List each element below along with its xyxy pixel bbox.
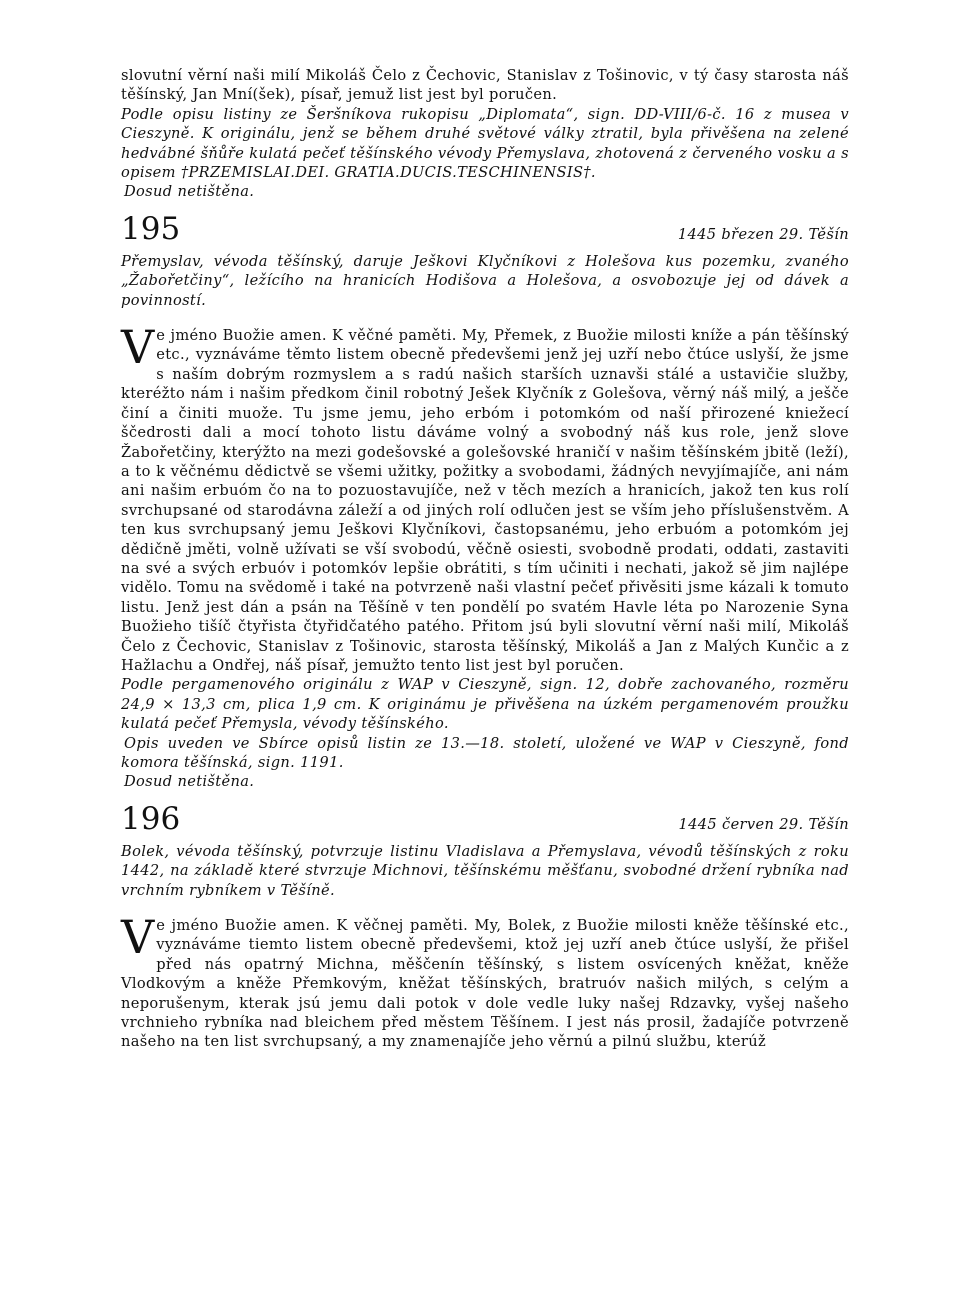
- carryover-source-note: Podle opisu listiny ze Šeršníkova rukopisu „Diplomata“, sign. DD-VIII/6-č. 16 z musea v Cieszyně. K originálu, jenž se během druhé světové války ztratil, byla přivěšena na zelené hedvábné šňůře kulatá pečeť těšínského vévody Přemyslava, zhotovená z červeného vosku a s opisem †PRZEMISLAI.DEI. GRATIA.DUCIS.TESCHINENSIS†.: [121, 105, 849, 182]
- document-header: [121, 212, 849, 246]
- document-number: 195: [121, 210, 181, 247]
- document-number: 196: [121, 800, 181, 837]
- document-body: [121, 910, 849, 1052]
- document-body: [121, 320, 849, 675]
- drop-cap-initial: V: [121, 320, 155, 375]
- document-date-place: 1445 březen 29. Těšín: [677, 225, 849, 243]
- document-summary: Bolek, vévoda těšínský, potvrzuje listinu Vladislava a Přemyslava, vévodů těšínských z roku 1442, na základě které stvrzuje Michnovi, těšínskému měšťanu, svobodné držení rybníka nad vrchním rybníkem v Těšíně.: [121, 842, 849, 899]
- document-body-text: e jméno Buožie amen. K věčnej paměti. My, Bolek, z Buožie milosti kněže těšínské etc., vyznáváme tiemto listem obecně předevšemi, ktož jej uzří aneb čtúce uslyší, že přišel před nás opatrný Michna, měščenín těšínský, s listem osvícených kněžat, kněže Vlodkovým a kněže Přemkovým, kněžat těšínských, bratruóv našich milých, s celým a neporušenym, kterak jsú jemu dali potok v dole vedle luky našej Rdzavky, vyšej našeho vrchnieho rybníka nad bleichem před městem Těšínem. I jest nás prosil, žadajíče potvrzeně našeho na ten list svrchupsaný, a my znamenajíče jeho věrnú a pilnú službu, kterúž: [121, 917, 849, 1051]
- source-note: Podle pergamenového originálu z WAP v Cieszyně, sign. 12, dobře zachovaného, rozměru 24,9 × 13,3 cm, plica 1,9 cm. K originámu je přivěšena na úzkém pergamenovém proužku kulatá pečeť Přemysla, vévody těšínského.: [121, 676, 849, 733]
- drop-cap-initial: V: [121, 910, 155, 965]
- document-summary: Přemyslav, vévoda těšínský, daruje Ješkovi Klyčníkovi z Holešova kus pozemku, zvaného „Žabořetčiny“, ležícího na hranicích Hodišova a Holešova, a osvobozuje jej od dávek a povinností.: [121, 252, 849, 309]
- book-page: [121, 66, 849, 1052]
- copy-note: Opis uveden ve Sbírce opisů listin ze 13.—18. století, uložené ve WAP v Cieszyně, fond komora těšínská, sign. 1191.: [121, 734, 849, 771]
- carryover-print-note: Dosud netištěna.: [124, 183, 255, 201]
- print-note: Dosud netištěna.: [124, 773, 255, 791]
- document-196: [121, 802, 849, 1052]
- document-header: [121, 802, 849, 836]
- document-195: [121, 212, 849, 792]
- document-body-text: e jméno Buožie amen. K věčné paměti. My, Přemek, z Buožie milosti kníže a pán těšínský etc., vyznáváme těmto listem obecně předevšemi jenž jej uzří nebo čtúce uslyší, že jsme s naším dobrým rozmyslem a s radú našich starších uznavši stálé a ustavičie služby, kteréžto nám i našim předkom činil robotný Ješek Klyčník z Golešova, věrný náš milý, a ješče činí a činiti muože. Tu jsme jemu, jeho erbóm i potomkóm od naší přirozené kniežecí ščedrosti dali a mocí tohoto listu dáváme volný a svobodný náš kus role, jenž slove Žabořetčiny, kterýžto na mezi godešovské a golešovské hraničí v našim těšínském jbitě (leží), a to k věčnému dědictvě se všemi užitky, požitky a svobodami, žádných nevyjímajíče, ani nám ani našim erbuóm čo na to pozuostavujíče, než v těch mezích a hranicích, jakož ten kus rolí svrchupsané od starodávna záleží a od jiných rolí odlučen jest se vším jeho příslušenstvěm. A ten kus svrchupsaný jemu Ješkovi Klyčníkovi, častopsanému, jeho erbuóm a potomkóm jej dědičně jměti, volně užívati se vší svobodú, věčně osiesti, svobodně prodati, oddati, zastaviti na své a svých erbuóv i potomkóv lepšie obrátiti, s tím učiniti i nechati, jakož sě jim najlépe vidělo. Tomu na svědomě i také na potvrzeně naši vlastní pečeť přivěsiti jsme kázali k tomuto listu. Jenž jest dán a psán na Těšíně v ten pondělí po svatém Havle léta po Narozenie Syna Buožieho tišíč čtyřista čtyřidčatého patého. Přitom jsú byli slovutní věrní naši milí, Mikoláš Čelo z Čechovic, Stanislav z Tošinovic, starosta těšínský, Mikoláš a Jan z Malých Kunčic a z Hažlachu a Ondřej, náš písař, jemužto tento list jest byl poručen.: [121, 327, 849, 674]
- document-date-place: 1445 červen 29. Těšín: [678, 815, 849, 833]
- carryover-text: slovutní věrní naši milí Mikoláš Čelo z Čechovic, Stanislav z Tošinovic, v tý časy starosta náš těšínský, Jan Mní(šek), písař, jemuž list jest byl poručen.: [121, 67, 849, 104]
